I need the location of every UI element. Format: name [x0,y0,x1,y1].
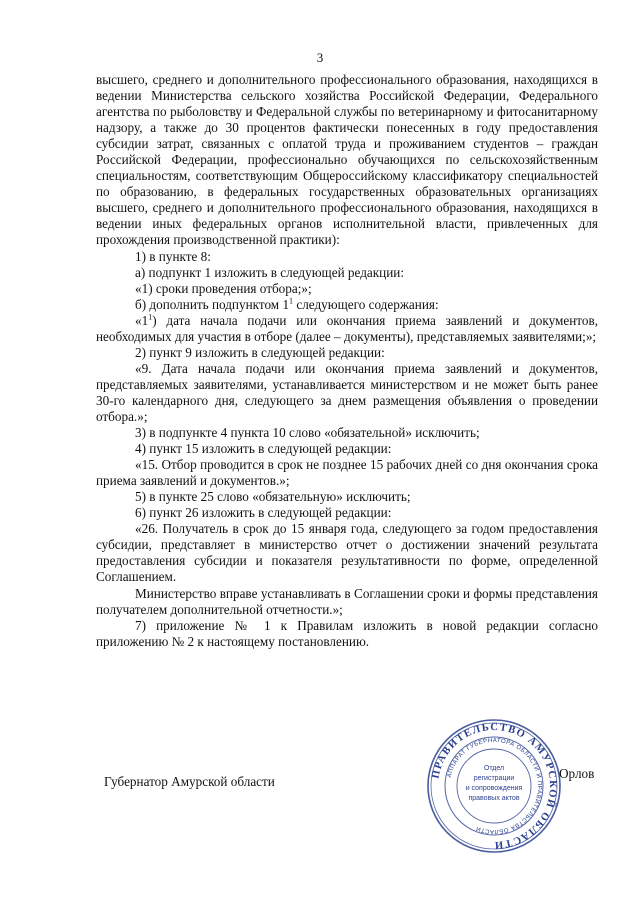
paragraph-quote-15: «15. Отбор проводится в срок не позднее 15 рабочих дней со дня окончания срока приема заявлений и документов.»; [96,457,598,489]
paragraph-item-5: 5) в пункте 25 слово «обязательную» исключить; [135,489,411,505]
seal-outer-text: ПРАВИТЕЛЬСТВО АМУРСКОЙ ОБЛАСТИ [430,721,559,851]
paragraph-item-2: 2) пункт 9 изложить в следующей редакции: [135,344,385,360]
paragraph-item-1: 1) в пункте 8: [135,248,211,264]
paragraph-item-6: 6) пункт 26 изложить в следующей редакции: [135,505,392,521]
document-body [96,72,598,650]
paragraph-item-7: 7) приложение № 1 к Правилам изложить в новой редакции согласно приложению № 2 к настоящему постановлению. [96,617,598,649]
seal-center-line-4: правовых актов [468,795,520,802]
paragraph-item-4: 4) пункт 15 изложить в следующей редакции: [135,441,392,457]
subitem-b-superscript: 1 [289,296,294,306]
seal-center-line-3: и сопровождения [465,785,523,792]
seal-center-line-1: Отдел [483,765,505,772]
paragraph-quote-26-cont: Министерство вправе устанавливать в Соглашении сроки и формы представления получателем дополнительной отчетности.»; [96,585,598,617]
paragraph-quote-26: «26. Получатель в срок до 15 января года, следующего за годом предоставления субсидии, представляет в министерство отчет о достижении значений результата предоставления субсидии и показателя результативности по форме, определенной Соглашением. [96,521,598,585]
paragraph-quote-1-1 [96,313,598,345]
paragraph-item-3: 3) в подпункте 4 пункта 10 слово «обязательной» исключить; [135,425,480,441]
paragraph-subitem-a: а) подпункт 1 изложить в следующей редакции: [135,264,405,280]
quote-1-1-text-end: ) дата начала подачи или окончания приема заявлений и документов, необходимых для участия в отборе (далее – документы), представляемых заявителями;»; [96,312,598,344]
quote-1-1-text-start: «1 [135,312,149,328]
signatory-name: Орлов [559,766,595,781]
seal-center-text [466,765,523,802]
subitem-b-text-end: следующего содержания: [293,296,439,312]
official-seal-stamp [426,718,562,854]
paragraph-subitem-b [96,297,598,313]
seal-inner-text: АППАРАТ ГУБЕРНАТОРА ОБЛАСТИ И ПРАВИТЕЛЬСТВА ОБЛАСТИ [446,737,543,835]
paragraph-quote-1: «1) сроки проведения отбора;»; [135,280,312,296]
subitem-b-text-start: б) дополнить подпунктом 1 [135,296,290,312]
page-number: 3 [316,50,324,65]
seal-center-line-2: регистрации [473,775,515,782]
quote-1-1-superscript: 1 [148,312,153,322]
signatory-title: Губернатор Амурской области [104,774,275,789]
paragraph-continuation: высшего, среднего и дополнительного профессионального образования, находящихся в ведении Министерства сельского хозяйства Российской Федерации, Федерального агентства по рыболовству и Федеральной службы по ветеринарному и фитосанитарному надзору, а также до 30 процентов фактически понесенных в году предоставления субсидии затрат, связанных с оплатой труда и проживанием студентов – граждан Российской Федерации, профессионально обучающихся по сельскохозяйственным специальностям, соответствующим Общероссийскому классификатору специальностей по образованию, в федеральных государственных образовательных организациях высшего, среднего и дополнительного профессионального образования, находящихся в ведении иных федеральных органов исполнительной власти, привлеченных для прохождения производственной практики): [96,72,598,248]
paragraph-quote-9: «9. Дата начала подачи или окончания приема заявлений и документов, представляемых заявителями, устанавливается министерством и не может быть ранее 30-го календарного дня, следующего за днем размещения объявления о проведении отбора.»; [96,360,598,424]
